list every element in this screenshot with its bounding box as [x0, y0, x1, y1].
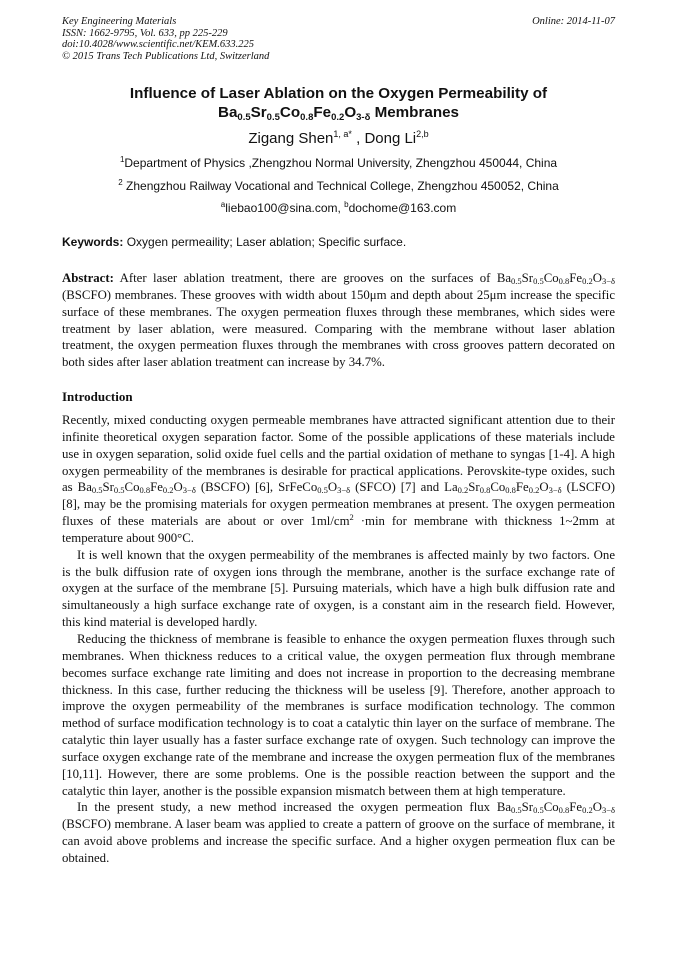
author-2: Dong Li [364, 130, 417, 147]
abstract-label: Abstract: [62, 271, 114, 285]
email-a: liebao100@sina.com, [225, 201, 345, 215]
paragraph-3: Reducing the thickness of membrane is feasible to enhance the oxygen permeation fluxes through such membranes. When thickness reduces to a critical value, the oxygen permeation flux through membrane becomes surface exchange rate limiting and does not increase in proportion to the decreasing membrane thickness. In this case, further reducing the thickness will be useless [9]. Therefore, another approach to improve the oxygen permeability of the membranes is surface modification technology. The common method of surface modification technology is to coat a catalytic thin layer on the surface of membrane. The catalytic thin layer usually has a faster surface exchange rate of oxygen. Such technology can improve the surface oxygen exchange rate of the membrane and increase the oxygen permeation flux of the membranes [10,11]. However, there are some problems. One is the possible reaction between the support and the catalytic thin layer, another is the possible expansion mismatch between them at high temperature. [62, 631, 615, 798]
paragraph-1: Recently, mixed conducting oxygen permeable membranes have attracted significant attention due to their infinite theoretical oxygen separation factor. Some of the possible applications of these materials include use in oxygen separation, solid oxide fuel cells and the partial oxidation of methane to syngas [1-4]. A high oxygen permeability of the membranes is desirable for practical applications. Perovskite-type oxides, such as $Ba_{0.5}Sr_{0.5}Co_{0.8}Fe_{0.2}O_{3-\delta}$ (BSCFO) [6], $SrFeCo_{0.5}O_{3-\delta}$ (SFCO) [7] and $La_{0.2}Sr_{0.8}Co_{0.8}Fe_{0.2}O_{3-\delta}$ (LSCFO)[8], may be the promising materials for oxygen permeation membranes at present. The oxygen permeation fluxes of these materials are about or over $1ml/cm^2 \cdot\min$ for membrane with thickness 1~2mm at temperature about 900°C. [62, 413, 615, 545]
author-1: Zigang Shen [248, 130, 334, 147]
copyright-line: © 2015 Trans Tech Publications Ltd, Switzerland [62, 50, 270, 62]
doi-line: doi:10.4028/www.scientific.net/KEM.633.225 [62, 39, 254, 50]
affiliation-1: $^1$Department of Physics ,Zhengzhou Normal University, Zhengzhou 450044, China [119, 155, 558, 170]
issn-line: ISSN: 1662-9795, Vol. 633, pp 225-229 [62, 27, 228, 39]
journal-name: Key Engineering Materials [62, 16, 177, 27]
email-line: $^a$liebao100@sina.com, $^b$dochome@163.com [220, 200, 457, 215]
email-b: dochome@163.com [348, 201, 457, 215]
author-line: Zigang Shen$^{1, a*}$ , Dong Li$^{2,b}$ [248, 129, 429, 147]
paper-title [62, 84, 615, 122]
abstract: Abstract: After laser ablation treatment, there are grooves on the surfaces of $Ba_{0.5}Sr_{0.5}Co_{0.8}Fe_{0.2}O_{3-\delta}$ (BSCFO) membranes. These grooves with width about 150μm and depth about 25μm increase the specific surface of these membranes. The oxygen permeation fluxes through these membranes, which sides were treatment by laser ablation, were measured. Comparing with the membrane without laser ablation treatment, the oxygen permeation fluxes through the membranes with cross grooves pattern decorated on both sides after laser ablation treatment can increase by 34.7%. [62, 271, 615, 370]
title-line-2: $Ba_{0.5}Sr_{0.5}Co_{0.8}Fe_{0.2}O_{3-\delta}$ Membranes [217, 104, 459, 123]
keywords-label: Keywords: [62, 235, 124, 249]
section-heading-introduction: Introduction [62, 389, 133, 404]
keywords: Keywords: Oxygen permeaility; Laser ablation; Specific surface. [62, 235, 407, 249]
page-header [62, 16, 615, 62]
paragraph-4: In the present study, a new method increased the oxygen permeation flux $Ba_{0.5}Sr_{0.5}Co_{0.8}Fe_{0.2}O_{3-\delta}$ (BSCFO) membrane. A laser beam was applied to create a pattern of groove on the surface of membrane, it can avoid above problems and increase the specific surface. And a higher oxygen permeation flux can be obtained. [62, 800, 615, 865]
title-line-1: Influence of Laser Ablation on the Oxygen Permeability of [129, 85, 548, 102]
paragraph-2: It is well known that the oxygen permeability of the membranes is affected mainly by two factors. One is the bulk diffusion rate of oxygen ions through the membrane, another is the surface exchange rate of oxygen at the surface of the membrane [5]. Pursuing materials, which have a high bulk diffusion rate and simultaneously a high surface exchange rate of oxygen, is a constant aim in the research field. However, this kind material is developed hardly. [62, 547, 615, 630]
online-date: Online: 2014-11-07 [532, 16, 615, 27]
introduction-body [62, 412, 615, 867]
affiliation-2: $^2$ Zhengzhou Railway Vocational and Technical College, Zhengzhou 450052, China [118, 178, 559, 193]
